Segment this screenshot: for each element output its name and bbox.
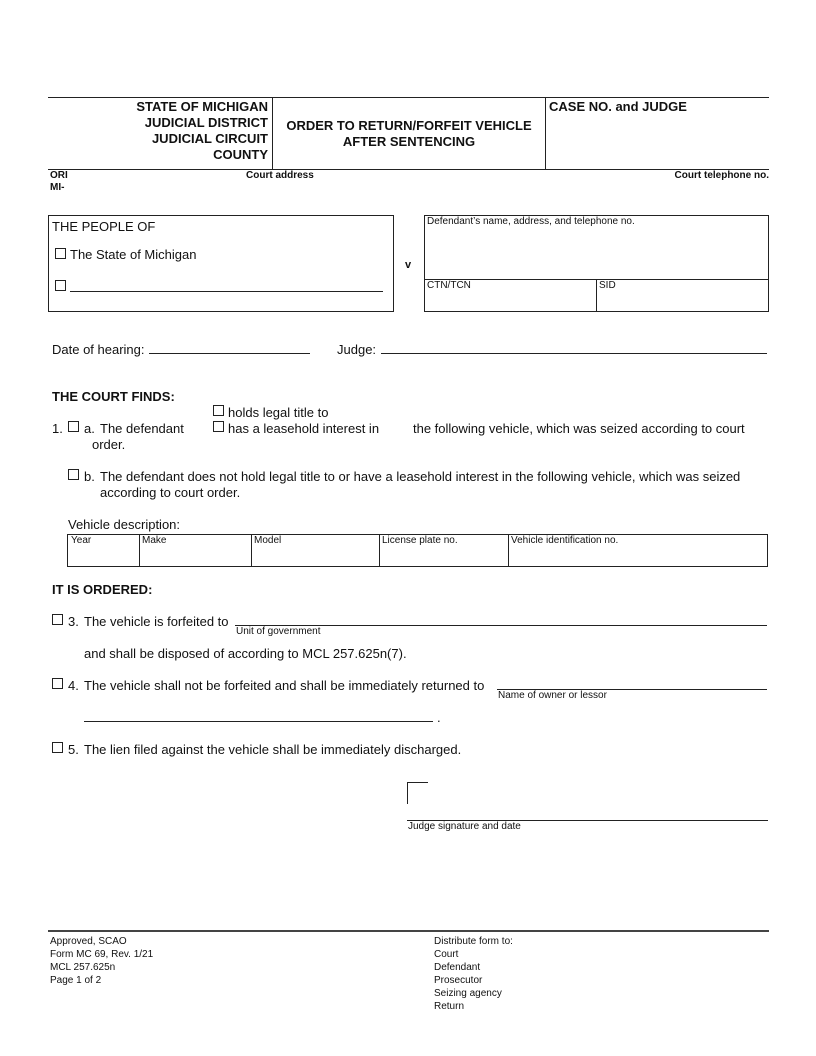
header-bottom-rule [48, 169, 769, 170]
item1-number: 1. [52, 421, 63, 436]
header-divider-right [545, 97, 546, 169]
court-telephone-label: Court telephone no. [674, 170, 769, 181]
state-of-michigan-label: The State of Michigan [70, 247, 197, 262]
item4-checkbox[interactable] [52, 678, 63, 689]
item3-checkbox[interactable] [52, 614, 63, 625]
distribution-seizing-agency: Seizing agency [434, 988, 502, 999]
court-line-circuit: JUDICIAL CIRCUIT [151, 131, 268, 146]
footer-form-number: Form MC 69, Rev. 1/21 [50, 949, 154, 960]
vehicle-col-divider [251, 534, 252, 567]
distribution-return: Return [434, 1001, 465, 1012]
ctn-sid-divider [596, 279, 597, 312]
unit-of-government-caption: Unit of government [236, 626, 321, 637]
item1a-checkbox[interactable] [68, 421, 79, 432]
item1a-text: The defendant [100, 421, 184, 436]
item1a-continuation: order. [92, 437, 126, 452]
people-of-label: THE PEOPLE OF [52, 219, 156, 234]
item4-number: 4. [68, 678, 79, 693]
court-finds-heading: THE COURT FINDS: [52, 389, 175, 404]
footer-mcl: MCL 257.625n [50, 962, 116, 973]
state-of-michigan-checkbox[interactable] [55, 248, 66, 259]
judge-line[interactable] [381, 353, 767, 354]
holds-title-label: holds legal title to [228, 405, 329, 420]
item1a-letter: a. [84, 421, 95, 436]
court-name-block [58, 99, 268, 162]
sid-label: SID [599, 280, 616, 291]
form-title [274, 118, 544, 149]
distribution-prosecutor: Prosecutor [434, 975, 483, 986]
defendant-info-label: Defendant’s name, address, and telephone no. [427, 216, 635, 227]
owner-lessor-line-2[interactable] [84, 721, 433, 722]
leasehold-label: has a leasehold interest in [228, 421, 380, 436]
form-title-line1: ORDER TO RETURN/FORFEIT VEHICLE [286, 118, 532, 133]
item5-checkbox[interactable] [52, 742, 63, 753]
ctn-label: CTN/TCN [427, 280, 471, 291]
vehicle-col-divider [508, 534, 509, 567]
court-line-state: STATE OF MICHIGAN [136, 99, 268, 114]
item3-number: 3. [68, 614, 79, 629]
distribution-defendant: Defendant [434, 962, 481, 973]
vehicle-col-plate: License plate no. [382, 535, 458, 546]
leasehold-checkbox[interactable] [213, 421, 224, 432]
judge-signature-caption: Judge signature and date [408, 821, 521, 832]
distribution-block [434, 935, 513, 1013]
item1b-checkbox[interactable] [68, 469, 79, 480]
footer-rule [48, 930, 769, 932]
item3-continuation: and shall be disposed of according to MCL 257.625n(7). [84, 646, 407, 661]
item4-period: . [437, 710, 441, 725]
vehicle-col-divider [379, 534, 380, 567]
vehicle-description-label: Vehicle description: [68, 517, 181, 532]
mi-label: MI- [50, 182, 65, 193]
vehicle-col-year: Year [71, 535, 92, 546]
item1b-line1: The defendant does not hold legal title to or have a leasehold interest in the following vehicle, which was seized [100, 469, 741, 484]
it-is-ordered-heading: IT IS ORDERED: [52, 582, 153, 597]
header-top-rule [48, 97, 769, 98]
vehicle-col-divider [139, 534, 140, 567]
item5-number: 5. [68, 742, 79, 757]
form-title-line2: AFTER SENTENCING [342, 134, 476, 149]
ori-label: ORI [50, 170, 68, 181]
vehicle-col-model: Model [254, 535, 282, 546]
judge-label: Judge: [337, 342, 377, 357]
vehicle-col-make: Make [142, 535, 167, 546]
hearing-date-line[interactable] [149, 353, 310, 354]
other-plaintiff-checkbox[interactable] [55, 280, 66, 291]
header-divider-left [272, 97, 273, 169]
distribution-heading: Distribute form to: [434, 936, 513, 947]
court-line-county: COUNTY [213, 147, 268, 162]
other-plaintiff-line[interactable] [70, 291, 383, 292]
court-line-district: JUDICIAL DISTRICT [144, 115, 268, 130]
court-address-label: Court address [246, 170, 314, 181]
item1b-letter: b. [84, 469, 95, 484]
owner-lessor-caption: Name of owner or lessor [498, 690, 607, 701]
vehicle-col-vin: Vehicle identification no. [511, 535, 619, 546]
versus-label: v [405, 259, 412, 271]
footer-approval-block [50, 935, 153, 987]
signature-corner-mark [407, 782, 428, 804]
holds-title-checkbox[interactable] [213, 405, 224, 416]
item1b-line2: according to court order. [100, 485, 241, 500]
item4-text: The vehicle shall not be forfeited and shall be immediately returned to [84, 678, 485, 693]
hearing-date-label: Date of hearing: [52, 342, 145, 357]
case-number-label: CASE NO. and JUDGE [549, 99, 687, 114]
footer-page: Page 1 of 2 [50, 975, 102, 986]
distribution-court: Court [434, 949, 459, 960]
footer-approved: Approved, SCAO [50, 936, 127, 947]
item5-text: The lien filed against the vehicle shall be immediately discharged. [84, 742, 462, 757]
item3-text: The vehicle is forfeited to [84, 614, 229, 629]
item1a-rest: the following vehicle, which was seized according to court [413, 421, 745, 436]
